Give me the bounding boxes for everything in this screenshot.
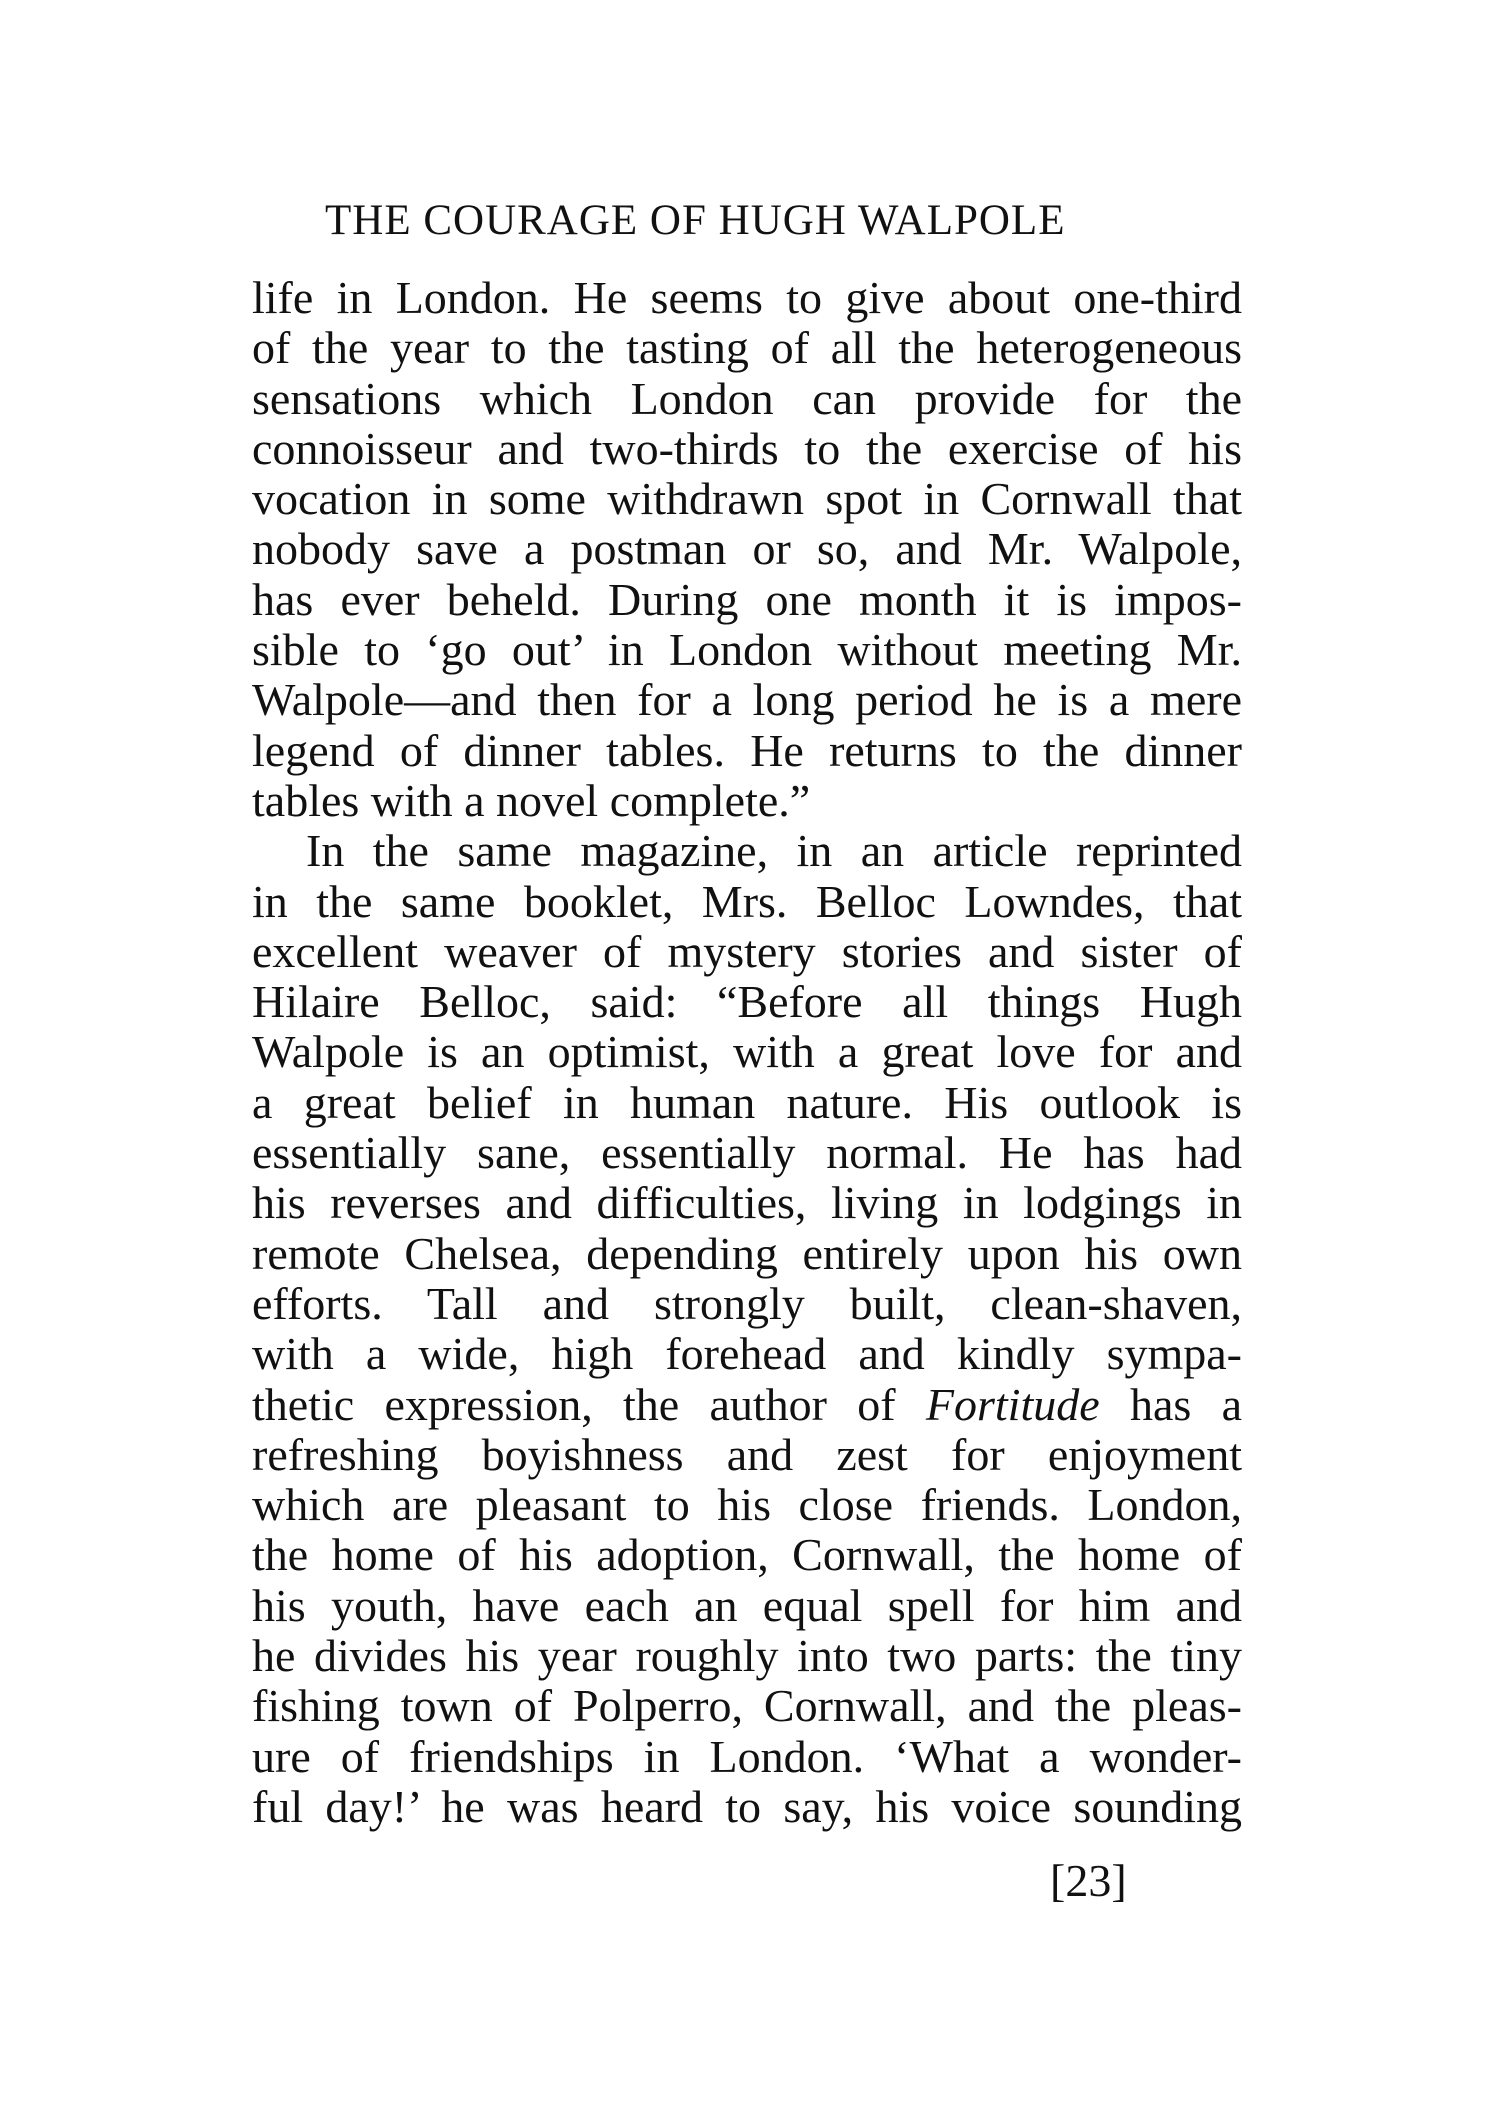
text-line: excellent weaver of mystery stories and sister of [252, 925, 1242, 977]
text-line: ful day!’ he was heard to say, his voice sounding [252, 1780, 1242, 1832]
text-line: a great belief in human nature. His outlook is [252, 1076, 1242, 1128]
text-line: the home of his adoption, Cornwall, the home of [252, 1529, 1242, 1581]
text-line: his reverses and difficulties, living in lodgings in [252, 1177, 1242, 1229]
text-line: sensations which London can provide for the [252, 372, 1242, 424]
text-line: efforts. Tall and strongly built, clean-shaven, [252, 1277, 1242, 1329]
text-line: fishing town of Polperro, Cornwall, and the pleas- [252, 1680, 1242, 1732]
text-line: sible to ‘go out’ in London without meeting Mr. [252, 624, 1242, 676]
text-line: refreshing boyishness and zest for enjoyment [252, 1428, 1242, 1480]
text-line: Walpole is an optimist, with a great love for and [252, 1026, 1242, 1078]
text-line: remote Chelsea, depending entirely upon his own [252, 1227, 1242, 1279]
text-line: legend of dinner tables. He returns to the dinner [252, 724, 1242, 776]
paragraph-first-line: In the same magazine, in an article reprinted [306, 825, 1242, 877]
text-line: ure of friendships in London. ‘What a wonder- [252, 1730, 1242, 1782]
page-number: [23] [1050, 1855, 1127, 1906]
book-title-italic: Fortitude [925, 1378, 1100, 1430]
text-line: has ever beheld. During one month it is impos- [252, 573, 1242, 625]
text-line: Walpole—and then for a long period he is a mere [252, 674, 1242, 726]
text-line: life in London. He seems to give about one-third [252, 272, 1242, 323]
body-text [252, 273, 1242, 1832]
text-line-with-title [252, 1380, 1242, 1430]
text-line: his youth, have each an equal spell for him and [252, 1579, 1242, 1631]
text-line: he divides his year roughly into two parts: the tiny [252, 1630, 1242, 1682]
text-line: with a wide, high forehead and kindly sympa- [252, 1328, 1242, 1380]
line-text-after: has a [1099, 1378, 1242, 1430]
paragraph-end-line: tables with a novel complete.” [252, 774, 811, 826]
text-line: vocation in some withdrawn spot in Cornwall that [252, 473, 1242, 525]
text-line: nobody save a postman or so, and Mr. Walpole, [252, 523, 1242, 575]
running-head: THE COURAGE OF HUGH WALPOLE [325, 197, 1066, 244]
text-line: in the same booklet, Mrs. Belloc Lowndes, that [252, 875, 1242, 927]
line-text-before: thetic expression, the author of [252, 1378, 926, 1430]
text-line: which are pleasant to his close friends. London, [252, 1479, 1242, 1531]
text-line: of the year to the tasting of all the heterogeneous [252, 322, 1242, 374]
text-line: essentially sane, essentially normal. He has had [252, 1127, 1242, 1179]
text-line: connoisseur and two-thirds to the exercise of his [252, 422, 1242, 474]
text-line: Hilaire Belloc, said: “Before all things Hugh [252, 976, 1242, 1028]
